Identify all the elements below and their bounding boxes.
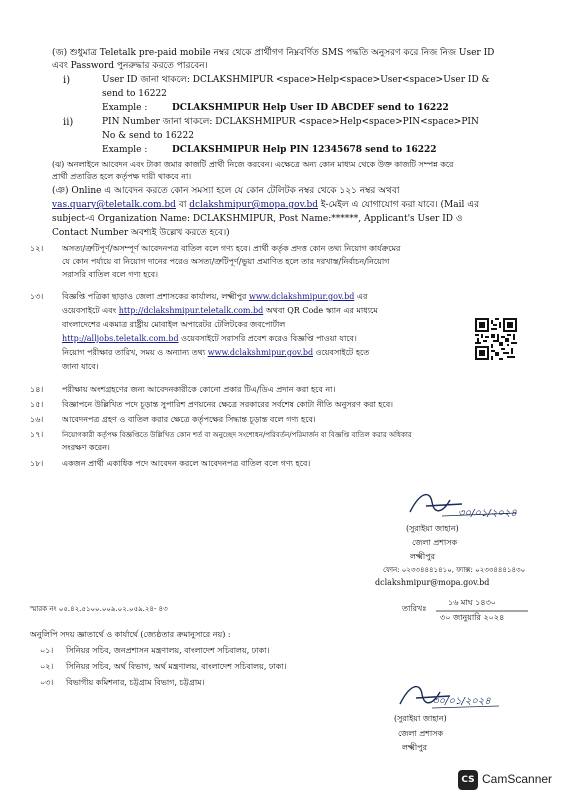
clause-15-line1: বিজ্ঞাপনে উল্লিখিত পদে চূড়ান্ত সুপারিশ প্রণয়নের ক্ষেত্রে সরকারের সর্বশেষ কোটা নীতি অনুসরণ করা হবে।: [62, 400, 394, 409]
clause-13-line1: [62, 292, 367, 302]
memo-date-bangla: ১৬ মাঘ ১৪৩০: [448, 598, 496, 607]
clause-14-num: ১৪।: [30, 385, 44, 394]
camscanner-label: CamScanner: [482, 772, 553, 786]
item-i-line2: send to 16222: [102, 89, 167, 99]
copy-3-text: বিভাগীয় কমিশনার, চট্টগ্রাম বিভাগ, চট্টগ্রাম।: [66, 678, 205, 687]
para-nio-line3: subject-এ Organization Name: DCLAKSHMIPUR, Post Name:******, Applicant's User ID ও: [52, 214, 463, 224]
signature-2-place: লক্ষ্মীপুর: [402, 743, 428, 752]
item-i-example-label: Example :: [102, 103, 148, 113]
clause-12-line3: সরাসরি বাতিল বলে গণ্য হবে।: [62, 270, 158, 279]
dc-website-link[interactable]: www.dclakshmipur.gov.bd: [248, 292, 355, 301]
item-i-num: i): [63, 75, 71, 86]
memo-date-english: ৩০ জানুয়ারি ২০২৪: [440, 613, 505, 622]
para-jha-line1: (ঝ) অনলাইনে আবেদন এবং টাকা জমার কাজটি প্রার্থী নিজে করবেন। এক্ষেত্রে অন্য কোন মাধ্যম থেকে উক্ত কাজটি সম্পন্ন করে: [52, 160, 454, 169]
clause-13-line5: [62, 348, 369, 358]
clause-14-line1: পরীক্ষায় অংশগ্রহণের জন্য আবেদনকারীকে কোনো প্রকার টিএ/ডিএ প্রদান করা হবে না।: [62, 385, 336, 394]
camscanner-logo-icon: CS: [458, 770, 478, 790]
signature-1-email: dclakshmipur@mopa.gov.bd: [375, 578, 490, 587]
item-i-example: DCLAKSHMIPUR Help User ID ABCDEF send to 16222: [172, 103, 449, 113]
signature-2-date: ৩০/০১/২০২৪: [432, 696, 491, 707]
copy-2-text: সিনিয়র সচিব, অর্থ বিভাগ, অর্থ মন্ত্রণালয়, বাংলাদেশ সচিবালয়, ঢাকা।: [66, 662, 287, 671]
signature-1-phone: ফোন: ০২৩৩৪৪৪১৪১০, ফ্যাক্স: ০২৩৩৪৪৪১৪৩০: [383, 566, 526, 574]
clause-13-l5b: ওয়েবসাইটে হতে: [313, 348, 370, 357]
copies-heading: অনুলিপি সদয় জ্ঞাতার্থে ও কার্যার্থে (জ্যেষ্ঠতার ক্রমানুসারে নয়) :: [30, 630, 231, 639]
qr-code-icon[interactable]: [475, 318, 517, 360]
clause-18-line1: একজন প্রার্থী একাধিক পদে আবেদন করলে আবেদনপত্র বাতিল বলে গণ্য হবে।: [62, 459, 311, 468]
clause-17-line1: নিয়োগকারী কর্তৃপক্ষ বিজ্ঞপ্তিতে উল্লিখিত কোন শর্ত বা অনুচ্ছেদ সংশোধন/পরিবর্তন/পরিমার্জন বা বিজ্ঞপ্তি বাতিল করার অধিকার: [62, 431, 412, 439]
clause-12-num: ১২।: [30, 244, 44, 253]
item-ii-line1: PIN Number জানা থাকলে: DCLAKSHMIPUR <space>Help<space>PIN<space>PIN: [102, 117, 479, 127]
signature-1-name: (সুরাইয়া জাহান): [406, 524, 459, 533]
item-i-line1: User ID জানা থাকলে: DCLAKSHMIPUR <space>Help<space>User<space>User ID &: [102, 75, 490, 85]
copy-2-num: ০২।: [40, 662, 54, 671]
clause-13-l1a: বিজ্ঞপ্তি পত্রিকা ছাড়াও জেলা প্রশাসকের কার্যালয়, লক্ষ্মীপুর: [62, 292, 249, 301]
email-link-dc[interactable]: dclakshmipur@mopa.gov.bd: [189, 200, 319, 210]
clause-13-line4: [62, 334, 357, 344]
copy-1-num: ০১।: [40, 646, 54, 655]
intro-line-1: (জ) শুধুমাত্র Teletalk pre-paid mobile নম্বর থেকে প্রার্থীগণ নিম্নবর্ণিত SMS পদ্ধতি অনুসরণ করে নিজ নিজ User ID: [52, 48, 495, 58]
para-nio-line1: (ঞ) Online এ আবেদন করতে কোন সমস্যা হলে যে কোন টেলিটক নম্বর থেকে ১২১ নম্বর অথবা: [52, 186, 400, 196]
clause-13-l5a: নিয়োগ পরীক্ষার তারিখ, সময় ও অন্যান্য তথ্য: [62, 348, 208, 357]
para-nio-mid: বা: [175, 200, 190, 210]
signature-1-date: ৩০/০১/২০২৪: [458, 508, 517, 519]
clause-13-l2b: অথবা QR Code স্ক্যান এর মাধ্যমে: [263, 306, 378, 315]
copy-1-text: সিনিয়র সচিব, জনপ্রশাসন মন্ত্রণালয়, বাংলাদেশ সচিবালয়, ঢাকা।: [66, 646, 270, 655]
intro-line-2: এবং Password পুনরুদ্ধার করতে পারবেন।: [52, 61, 208, 71]
clause-16-line1: আবেদনপত্র গ্রহণ ও বাতিল করার ক্ষেত্রে কর্তৃপক্ষের সিদ্ধান্ত চূড়ান্ত বলে গণ্য হবে।: [62, 415, 316, 424]
signature-1-title: জেলা প্রশাসক: [412, 538, 458, 547]
item-ii-example: DCLAKSHMIPUR Help PIN 12345678 send to 16222: [172, 145, 437, 155]
item-ii-example-label: Example :: [102, 145, 148, 155]
clause-16-num: ১৬।: [30, 415, 44, 424]
para-nio-line2: [52, 200, 479, 211]
clause-13-line6: জানা যাবে।: [62, 362, 99, 371]
teletalk-dc-link[interactable]: http://dclakshmipur.teletalk.com.bd: [118, 306, 264, 315]
para-nio-tail: ই-মেইল এ যোগাযোগ করা যাবে। (Mail এর: [318, 200, 480, 210]
item-ii-line2: No & send to 16222: [102, 131, 194, 141]
signature-1-place: লক্ষ্মীপুর: [410, 552, 436, 561]
clause-12-line1: অসত্য/ত্রুটিপূর্ণ/অসম্পূর্ণ আবেদনপত্র বাতিল বলে গণ্য হবে। প্রার্থী কর্তৃক প্রদত্ত কোন তথ্য নিয়োগ কার্যক্রমের: [62, 244, 401, 253]
clause-13-num: ১৩।: [30, 292, 44, 301]
memo-date-label: তারিখঃ: [402, 604, 427, 613]
clause-13-line2: [62, 306, 378, 316]
clause-17-num: ১৭।: [30, 430, 44, 439]
clause-13-l4b: ওয়েবসাইটে সরাসরি প্রবেশ করেও বিজ্ঞপ্তি পাওয়া যাবে।: [178, 334, 357, 343]
clause-18-num: ১৮।: [30, 459, 44, 468]
signature-2-title: জেলা প্রশাসক: [398, 729, 444, 738]
email-link-teletalk[interactable]: vas.quary@teletalk.com.bd: [52, 200, 176, 210]
para-nio-line4: Contact Number অবশ্যই উল্লেখ করতে হবে।): [52, 228, 230, 238]
signature-2-name: (সুরাইয়া জাহান): [394, 714, 447, 723]
clause-13-l2a: ওয়েবসাইটে এবং: [62, 306, 119, 315]
item-ii-num: ii): [63, 117, 74, 128]
clause-13-l1b: এর: [354, 292, 368, 301]
clause-12-line2: যে কোন পর্যায়ে বা নিয়োগ দানের পরেও অসত্য/ত্রুটিপূর্ণ/ভুয়া প্রমাণিত হলে তার দরখাস্ত/নির্বাচন/নিয়োগ: [62, 257, 390, 266]
para-jha-line2: প্রার্থী প্রতারিত হলে কর্তৃপক্ষ দায়ী থাকবে না।: [52, 172, 192, 181]
alljobs-link[interactable]: http://alljobs.teletalk.com.bd: [62, 334, 179, 343]
clause-15-num: ১৫।: [30, 400, 44, 409]
copy-3-num: ০৩।: [40, 678, 54, 687]
clause-13-line3: বাংলাদেশের একমাত্র রাষ্ট্রীয় মোবাইল অপারেটর টেলিটকের জবপোর্টাল: [62, 320, 286, 329]
memo-ref: স্মারক নং ০৫.৪২.৫১০০.০০৯.০২.০৫৯.২৪- ৪৩: [30, 605, 168, 613]
dc-website-link-2[interactable]: www.dclakshmipur.gov.bd: [207, 348, 314, 357]
clause-17-line2: সংরক্ষণ করেন।: [62, 443, 110, 452]
